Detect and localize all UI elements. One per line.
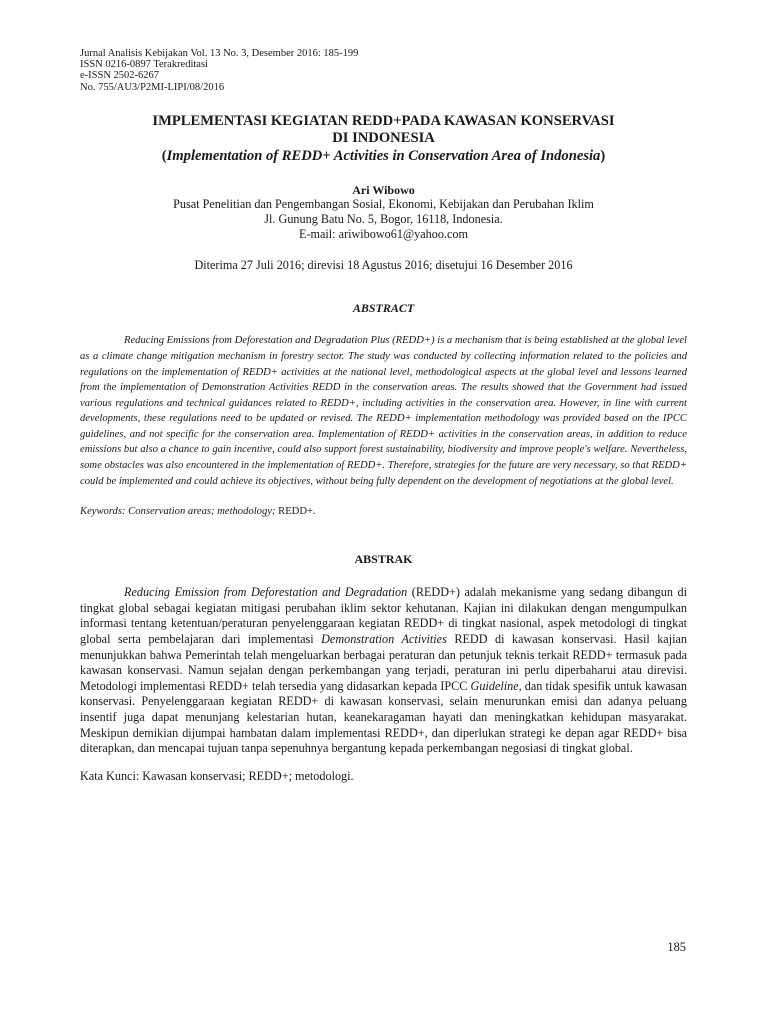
- accreditation-number: No. 755/AU3/P2MI-LIPI/08/2016: [80, 81, 225, 93]
- kata-kunci: Kata Kunci: Kawasan konservasi; REDD+; metodologi.: [80, 768, 354, 783]
- abstrak-heading: ABSTRAK: [354, 552, 413, 567]
- title-english: [80, 148, 687, 166]
- abstrak-part-3: , dan tidak spesifik untuk kawasan konservasi. Penyelenggaraan kegiatan REDD+ di kawasan konservasi, selain menurunkan emisi dan adanya peluang insentif juga dapat menunjang kelestarian hutan, keanekaragaman hayati dan meningkatkan kehidupan masyarakat. Meskipun demikian dijumpai hambatan dalam implementasi REDD+, dan diperlukan strategi ke depan agar REDD+ bisa diterapkan, dan mencapai tujuan tanpa sepenuhnya bergantung kepada perkembangan negosiasi di tingkat global.: [80, 678, 687, 756]
- abstrak-part-1: (REDD+) adalah mekanisme yang sedang dibangun di tingkat global sebagai kegiatan mitigasi perubahan iklim sektor kehutanan. Kajian ini dilakukan dengan mengumpulkan informasi tentang ketentuan/peraturan penyelenggaraan kegiatan REDD+ di tingkat nasional, aspek metodologi di tingkat global serta pembelajaran dari implementasi: [80, 585, 687, 647]
- abstrak-italic-3: Guideline: [470, 678, 519, 693]
- abstrak-part-2: REDD di kawasan konservasi. Hasil kajian menunjukkan bahwa Pemerintah telah mengeluarkan berbagai peraturan dan petunjuk teknis terkait REDD+ termasuk pada kawasan konservasi. Namun sejalan dengan perkembangan yang terjadi, peraturan ini perlu diperbaharui atau direvisi. Metodologi implementasi REDD+ telah tersedia yang didasarkan kepada IPCC: [80, 632, 687, 693]
- title-close-paren: ): [600, 147, 606, 164]
- author-affiliation: [80, 197, 687, 242]
- keywords: [80, 505, 687, 519]
- email: E-mail: ariwibowo61@yahoo.com: [299, 227, 468, 242]
- journal-header: [80, 48, 687, 93]
- abstrak-lead-italic: Reducing Emission from Deforestation and Degradation: [124, 585, 408, 600]
- affiliation: Pusat Penelitian dan Pengembangan Sosial, Ekonomi, Kebijakan dan Perubahan Iklim: [173, 197, 594, 212]
- page-number: 185: [667, 940, 686, 954]
- article-page: [80, 48, 687, 784]
- author-name: Ari Wibowo: [352, 183, 415, 198]
- issn: ISSN 0216-0897 Terakreditasi: [80, 59, 208, 71]
- address: Jl. Gunung Batu No. 5, Bogor, 16118, Indonesia.: [264, 212, 503, 227]
- eissn: e-ISSN 2502-6267: [80, 70, 160, 82]
- submission-dates: Diterima 27 Juli 2016; direvisi 18 Agustus 2016; disetujui 16 Desember 2016: [194, 258, 573, 273]
- title-english-text: Implementation of REDD+ Activities in Conservation Area of Indonesia: [166, 147, 601, 164]
- title-open-paren: (: [161, 147, 167, 164]
- title-line-1: IMPLEMENTASI KEGIATAN REDD+PADA KAWASAN KONSERVASI: [152, 112, 615, 129]
- keywords-label: Keywords: Conservation areas; methodology;: [80, 506, 279, 518]
- keywords-value: REDD+.: [278, 506, 316, 518]
- abstrak-italic-2: Demonstration Activities: [321, 632, 447, 647]
- article-title: [80, 113, 687, 166]
- abstrak-body: [80, 585, 687, 757]
- title-line-2: DI INDONESIA: [332, 130, 435, 147]
- abstract-body: Reducing Emissions from Deforestation and Degradation Plus (REDD+) is a mechanism that is being established at the global level as a climate change mitigation mechanism in forestry sector. The study was conducted by collecting information related to the policies and regulations on the implementation of REDD+ activities at the national level, methodological aspects at the global level and lessons learned from the implementation of Demonstration Activities REDD in the conservation areas. The results showed that the Government had issued various regulations and technical guidances related to REDD+, including activities in the conservation area. However, in line with current developments, these regulations need to be updated or revised. The REDD+ implementation methodology was provided based on the IPCC guidelines, and not specific for the conservation area. Implementation of REDD+ activities in the conservation areas, in addition to reduce emissions but also a chance to gain incentive, could also support forest sustainability, biodiversity and improve people's welfare. Nevertheless, some obstacles was also encountered in the implementation of REDD+. Therefore, strategies for the future are very necessary, so that REDD+ could be implemented and could achieve its objectives, without being fully dependent on the development of negotiations at the global level.: [80, 335, 687, 487]
- abstract-heading: ABSTRACT: [352, 301, 415, 316]
- journal-citation: Jurnal Analisis Kebijakan Vol. 13 No. 3, Desember 2016: 185-199: [80, 48, 359, 59]
